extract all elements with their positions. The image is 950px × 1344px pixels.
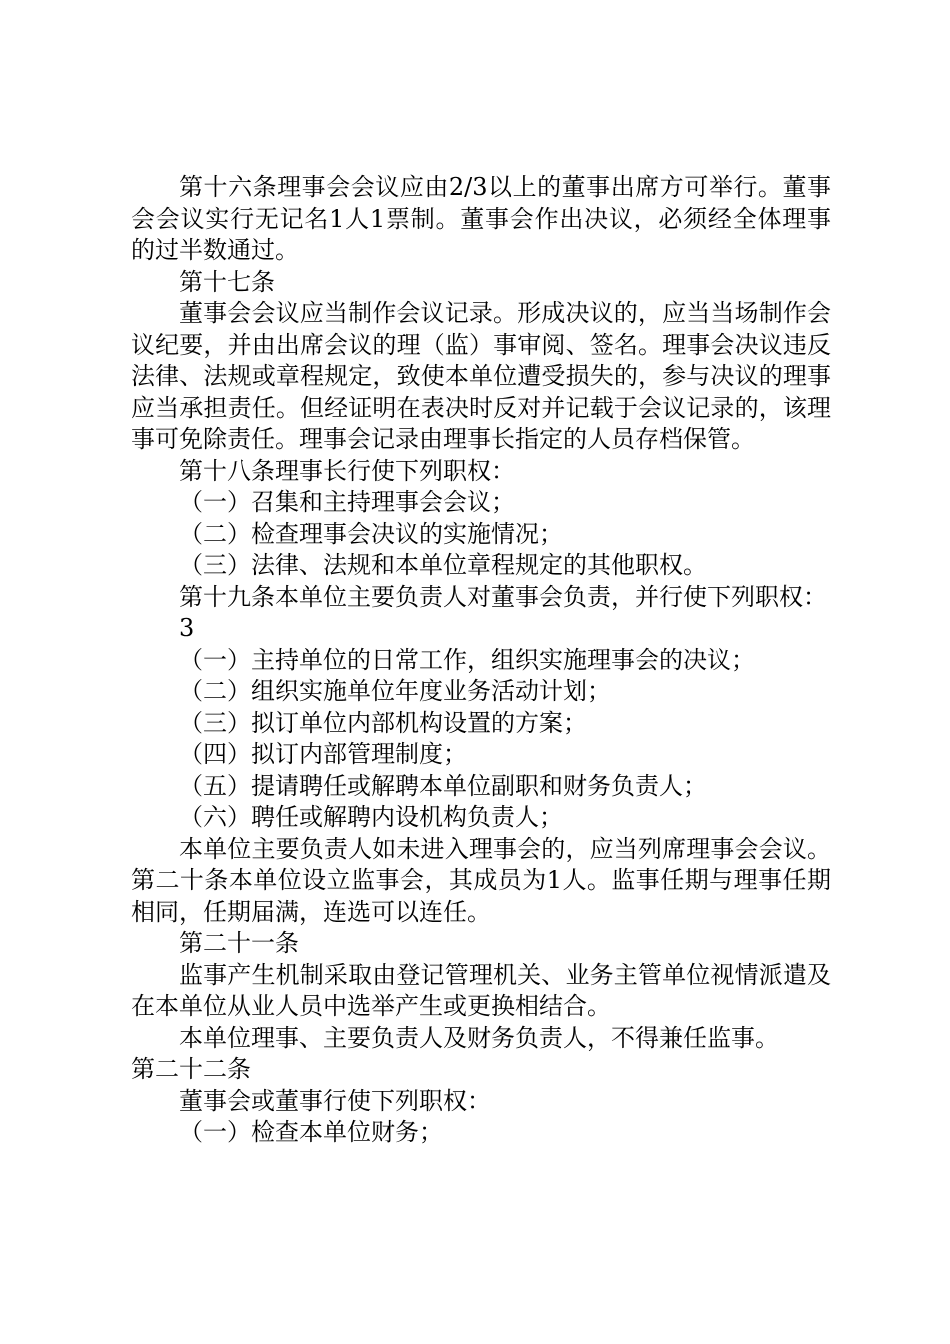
list-item: （六）聘任或解聘内设机构负责人； <box>179 803 563 831</box>
list-item: （三）法律、法规和本单位章程规定的其他职权。 <box>179 551 707 579</box>
paragraph-article-21-body: 监事产生机制采取由登记管理机关、业务主管单位视情派遣及在本单位从业人员中选举产生或更换相结合。 <box>131 960 831 1020</box>
paragraph-article-22-heading: 第二十二条 <box>131 1055 251 1083</box>
list-item: （五）提请聘任或解聘本单位副职和财务负责人； <box>179 771 707 800</box>
paragraph-article-18: 第十八条理事长行使下列职权： <box>179 456 515 485</box>
paragraph-article-17-body: 董事会会议应当制作会议记录。形成决议的，应当当场制作会议纪要，并由出席会议的理（监）事审阅、签名。理事会决议违反法律、法规或章程规定，致使本单位遭受损失的，参与决议的理事应当承担责任。但经证明在表决时反对并记载于会议记录的，该理事可免除责任。理事会记录由理事长指定的人员存档保管。 <box>131 299 831 453</box>
paragraph-article-16: 第十六条理事会会议应由2/3以上的董事出席方可举行。董事会会议实行无记名1人1票制。董事会作出决议，必须经全体理事的过半数通过。 <box>131 173 831 264</box>
page-number: 3 <box>179 614 195 642</box>
paragraph-article-22-body: 董事会或董事行使下列职权： <box>179 1086 491 1115</box>
list-item: （一）检查本单位财务； <box>179 1118 443 1146</box>
document-body <box>131 172 831 1149</box>
paragraph-supervisor-restriction: 本单位理事、主要负责人及财务负责人，不得兼任监事。 <box>179 1023 779 1052</box>
list-item: （四）拟订内部管理制度； <box>179 740 467 768</box>
paragraph-article-19: 第十九条本单位主要负责人对董事会负责，并行使下列职权： <box>179 582 827 611</box>
list-item: （一）主持单位的日常工作，组织实施理事会的决议； <box>179 645 755 674</box>
paragraph-article-21-heading: 第二十一条 <box>179 929 299 957</box>
paragraph-article-20: 本单位主要负责人如未进入理事会的，应当列席理事会会议。第二十条本单位设立监事会，其成员为1人。监事任期与理事任期相同，任期届满，连选可以连任。 <box>131 834 831 926</box>
list-item: （三）拟订单位内部机构设置的方案； <box>179 708 587 737</box>
list-item: （二）组织实施单位年度业务活动计划； <box>179 677 611 705</box>
list-item: （二）检查理事会决议的实施情况； <box>179 519 563 548</box>
list-item: （一）召集和主持理事会会议； <box>179 488 515 516</box>
paragraph-article-17-heading: 第十七条 <box>179 267 275 296</box>
